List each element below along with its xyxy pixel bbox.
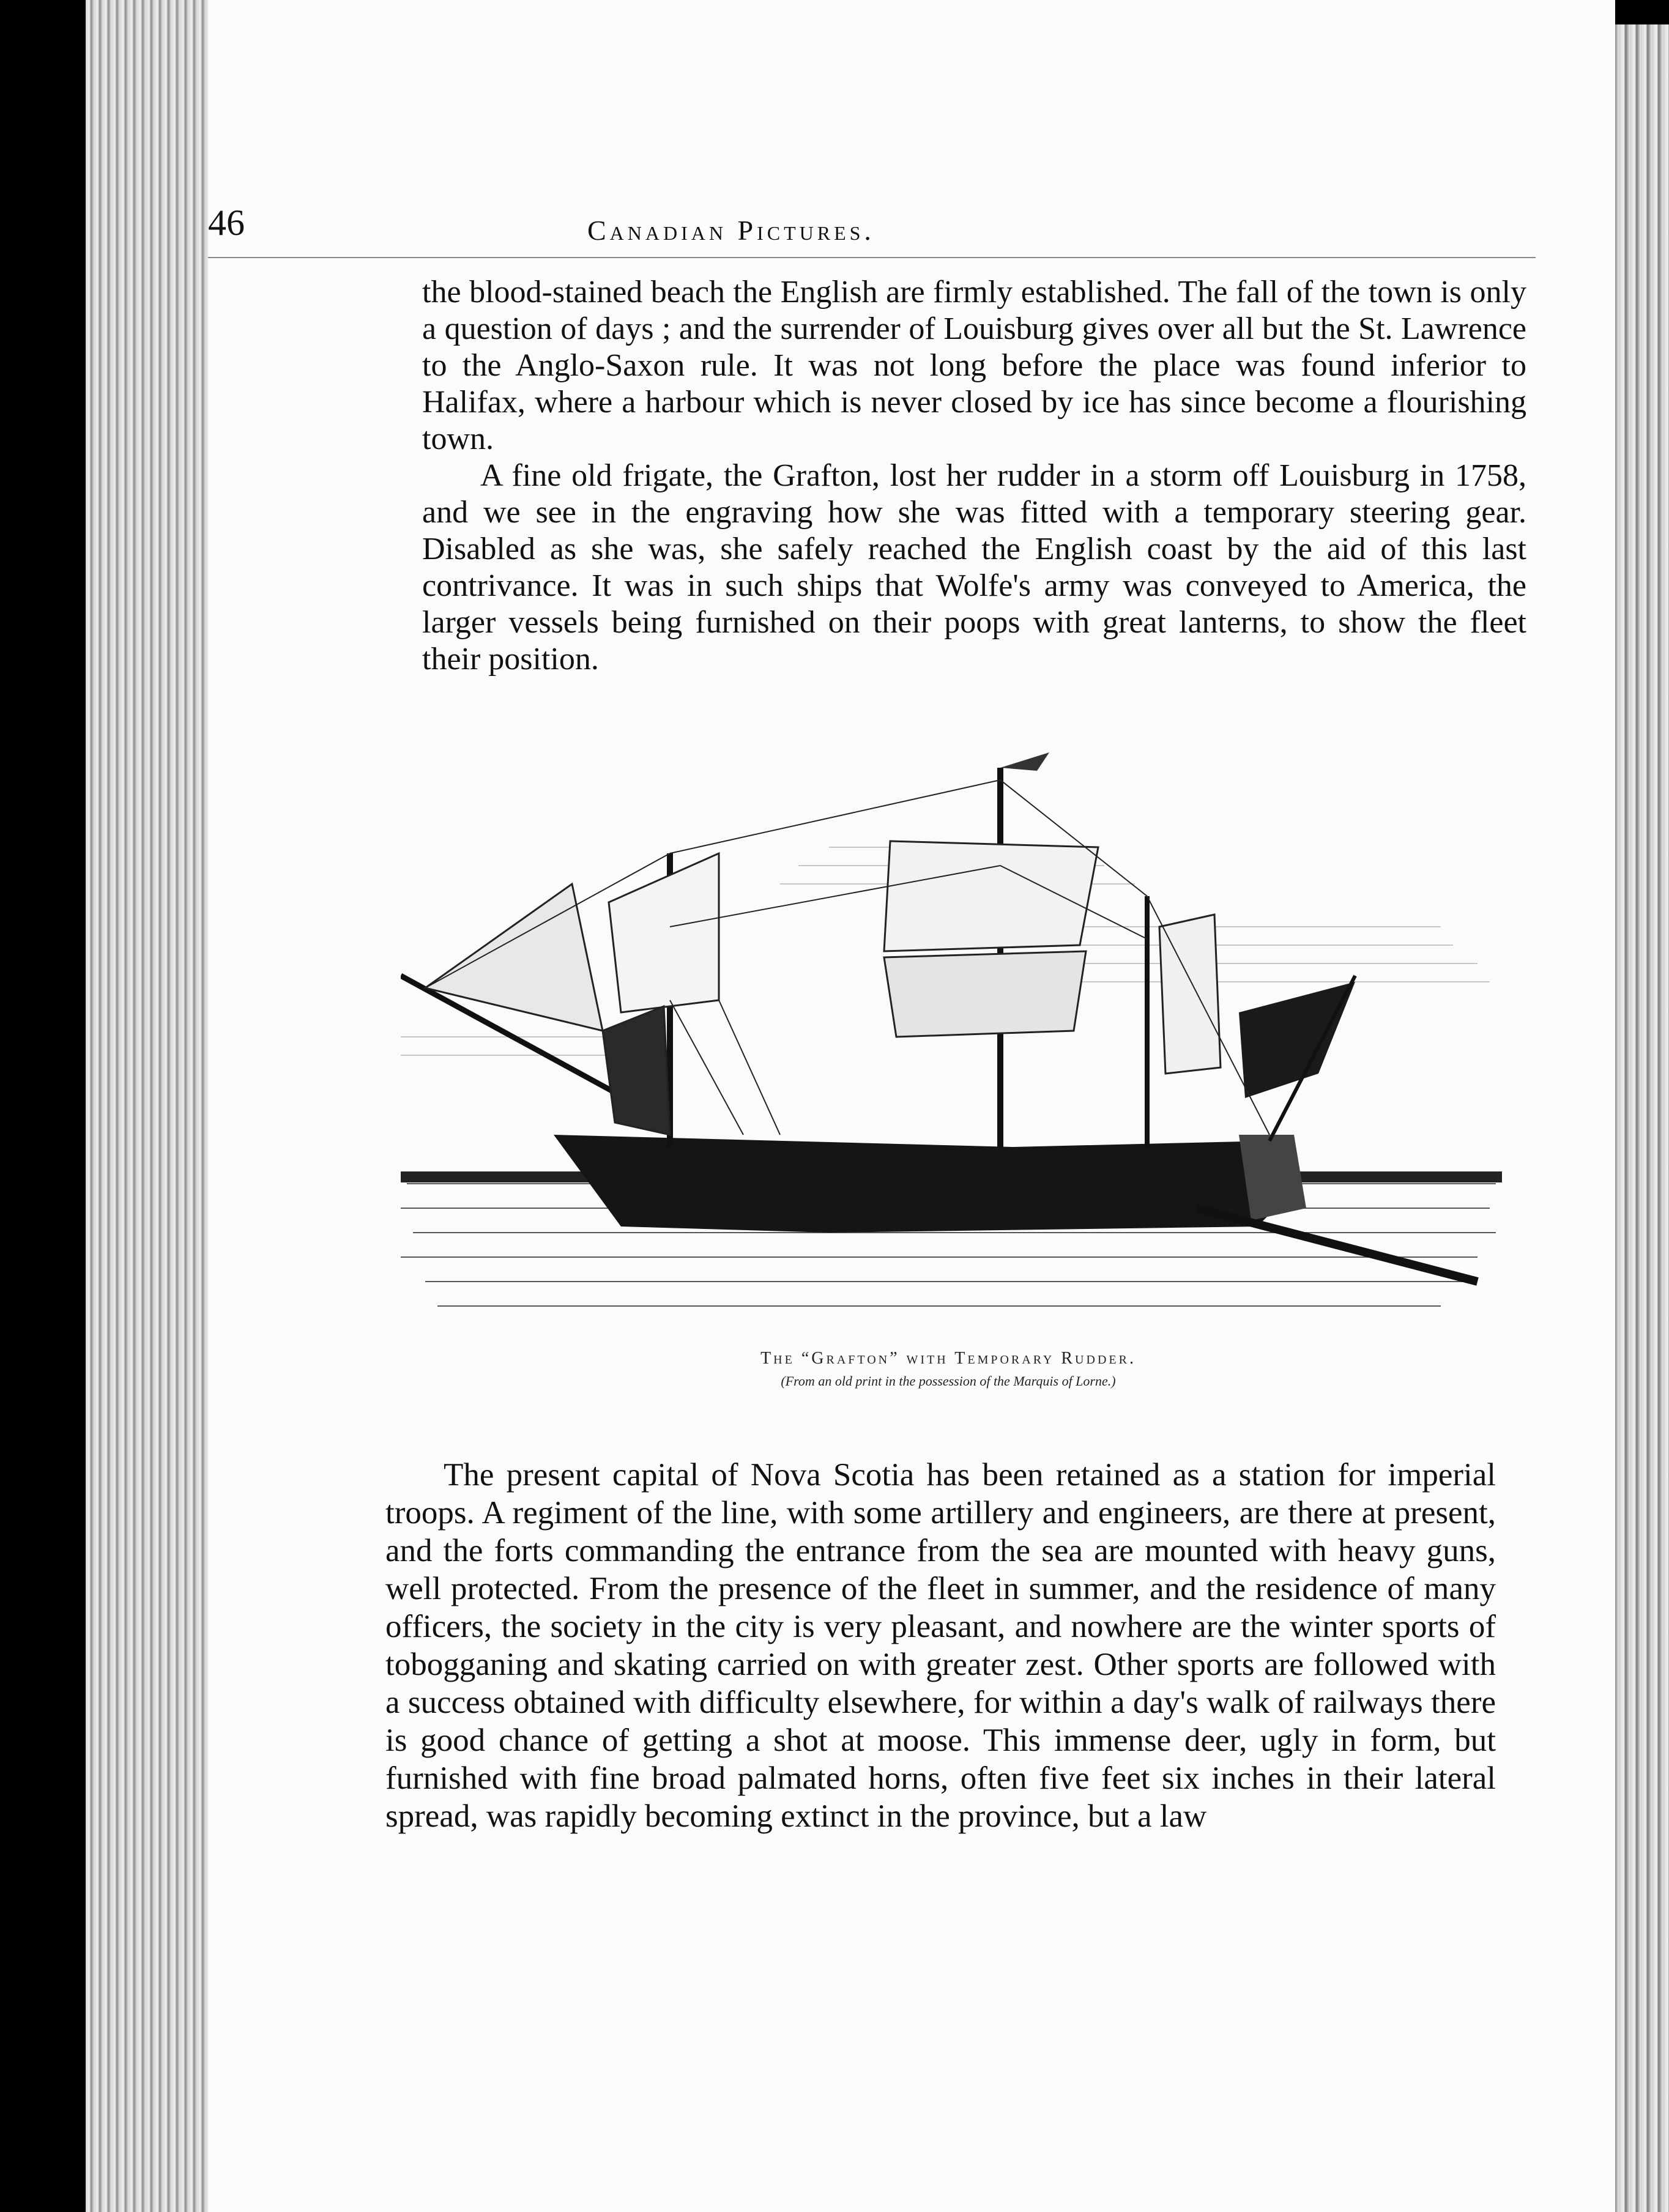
paragraph-1: the blood-stained beach the English are firmly established. The fall of the town is only a question of days ; and the surrender of Louisburg gives over all but the St. Lawrence to the Anglo-Saxon rule. It was not long before the place was found inferior to Halifax, where a harbour which is never closed by ice has since become a flourishing town. (422, 275, 1526, 456)
top-text (422, 274, 1526, 678)
book-page-edges (86, 0, 214, 2212)
paragraph-3: The present capital of Nova Scotia has been retained as a station for imperial troops. A regiment of the line, with some artillery and engineers, are there at present, and the forts commanding the entrance from the sea are mounted with heavy guns, well protected. From the presence of the fleet in summer, and the residence of many officers, the society in the city is very pleasant, and nowhere are the winter sports of tobogganing and skating carried on with greater zest. Other sports are followed with a success obtained with difficulty elsewhere, for within a day's walk of railways there is good chance of getting a shot at moose. This immense deer, ugly in form, but furnished with fine broad palmated horns, often five feet six inches in their lateral spread, was rapidly becoming extinct in the province, but a law (385, 1457, 1496, 1834)
figure-caption (551, 1349, 1346, 1389)
ship-illustration (401, 743, 1502, 1343)
engraving-grafton-ship (401, 743, 1502, 1343)
page-header (208, 202, 1536, 258)
page-number: 46 (208, 202, 245, 243)
paragraph-2: A fine old frigate, the Grafton, lost her rudder in a storm off Louisburg in 1758, and we see in the engraving how she was fitted with a temporary steering gear. Disabled as she was, she safely reached the English coast by the aid of this last contrivance. It was in such ships that Wolfe's army was conveyed to America, the larger vessels being furnished on their poops with great lanterns, to show the fleet their position. (422, 458, 1526, 677)
running-head: Canadian Pictures. (587, 215, 875, 246)
caption-source: (From an old print in the possession of the Marquis of Lorne.) (781, 1373, 1116, 1389)
caption-title: The “Grafton” with Temporary Rudder. (760, 1349, 1136, 1368)
bottom-text (385, 1456, 1496, 1835)
